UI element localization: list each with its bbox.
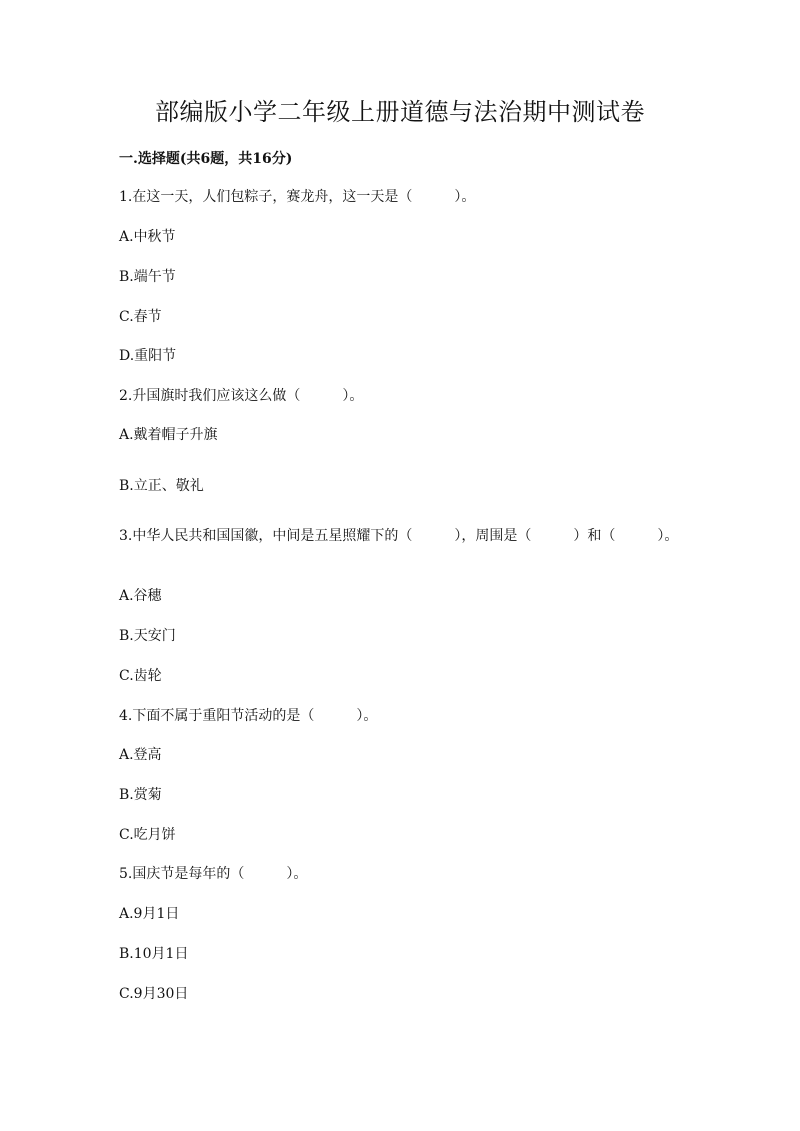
question-4-option-c: C.吃月饼 [119, 827, 176, 843]
question-3-option-b: B.天安门 [119, 628, 176, 644]
question-1-option-c: C.春节 [119, 309, 162, 325]
question-2-stem: 2.升国旗时我们应该这么做（ ）。 [119, 388, 364, 404]
question-4-option-b: B.赏菊 [119, 787, 162, 803]
question-5-option-a: A.9月1日 [119, 906, 180, 922]
question-5-stem: 5.国庆节是每年的（ ）。 [119, 866, 308, 882]
question-2-option-b: B.立正、敬礼 [119, 478, 204, 494]
question-1-option-b: B.端午节 [119, 269, 176, 285]
section-heading: 一.选择题(共6题，共16分) [119, 151, 293, 167]
question-3-stem: 3.中华人民共和国国徽，中间是五星照耀下的（ ），周围是（ ）和（ ）。 [119, 528, 679, 544]
question-4-option-a: A.登高 [119, 747, 162, 763]
question-3-option-a: A.谷穗 [119, 588, 162, 604]
question-3-option-c: C.齿轮 [119, 668, 162, 684]
question-1-option-a: A.中秋节 [119, 229, 176, 245]
page-title: 部编版小学二年级上册道德与法治期中测试卷 [155, 98, 645, 126]
question-5-option-c: C.9月30日 [119, 986, 189, 1002]
question-4-stem: 4.下面不属于重阳节活动的是（ ）。 [119, 708, 378, 724]
question-1-stem: 1.在这一天，人们包粽子，赛龙舟，这一天是（ ）。 [119, 189, 476, 205]
question-2-option-a: A.戴着帽子升旗 [119, 427, 218, 443]
question-5-option-b: B.10月1日 [119, 946, 189, 962]
question-1-option-d: D.重阳节 [119, 348, 177, 364]
